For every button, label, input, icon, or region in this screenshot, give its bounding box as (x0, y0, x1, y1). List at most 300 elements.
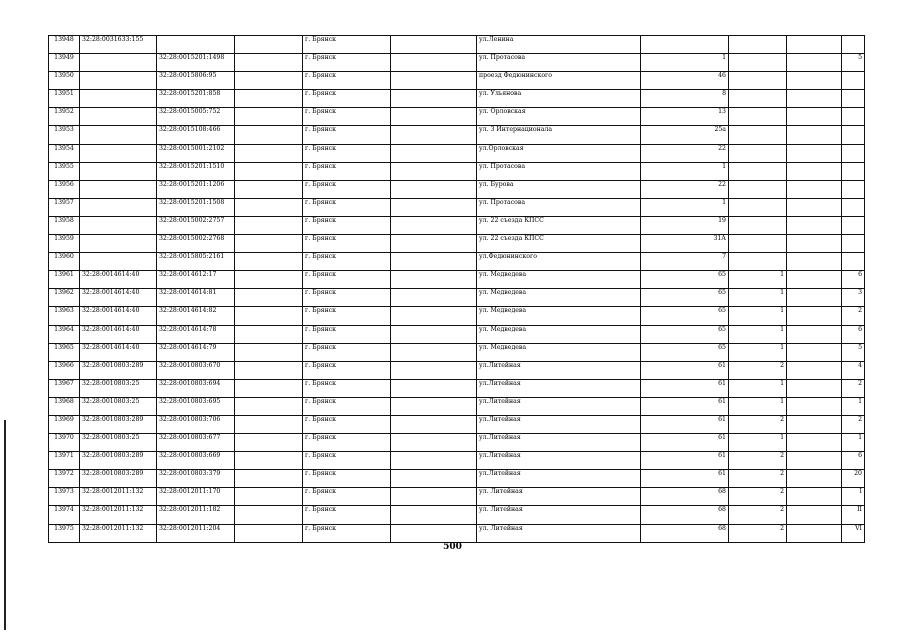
blank-column-cell (235, 271, 303, 289)
row-index-cell: 13965 (49, 343, 80, 361)
house-number-cell: 1 (641, 54, 729, 72)
blank-column-cell (235, 144, 303, 162)
cadastral-number-cell: 32:28:0012011:182 (157, 506, 235, 524)
parent-cadastral-number-cell (80, 144, 157, 162)
blank-column-2-cell (391, 198, 477, 216)
building-number-cell: 2 (729, 488, 787, 506)
city-cell: г. Брянск (303, 488, 391, 506)
blank-column-3-cell (787, 379, 842, 397)
table-row (49, 397, 865, 415)
building-number-cell (729, 72, 787, 90)
street-cell: ул.Литейная (477, 452, 641, 470)
row-index-cell: 13952 (49, 108, 80, 126)
city-cell: г. Брянск (303, 180, 391, 198)
city-cell: г. Брянск (303, 235, 391, 253)
building-number-cell: 1 (729, 397, 787, 415)
table-row (49, 325, 865, 343)
blank-column-cell (235, 126, 303, 144)
blank-column-cell (235, 488, 303, 506)
blank-column-2-cell (391, 524, 477, 542)
house-number-cell: 7 (641, 253, 729, 271)
city-cell: г. Брянск (303, 470, 391, 488)
house-number-cell: 68 (641, 506, 729, 524)
building-number-cell: 2 (729, 415, 787, 433)
house-number-cell: 61 (641, 397, 729, 415)
apartment-number-cell: II (842, 506, 865, 524)
blank-column-cell (235, 325, 303, 343)
building-number-cell: 1 (729, 343, 787, 361)
city-cell: г. Брянск (303, 524, 391, 542)
parent-cadastral-number-cell: 32:28:0010803:289 (80, 361, 157, 379)
blank-column-3-cell (787, 325, 842, 343)
table-row (49, 54, 865, 72)
cadastral-number-cell: 32:28:0015002:2757 (157, 216, 235, 234)
blank-column-3-cell (787, 36, 842, 54)
city-cell: г. Брянск (303, 379, 391, 397)
cadastral-number-cell: 32:28:0015201:1508 (157, 198, 235, 216)
cadastral-number-cell: 32:28:0015201:1206 (157, 180, 235, 198)
street-cell: ул. Протасова (477, 54, 641, 72)
row-index-cell: 13951 (49, 90, 80, 108)
house-number-cell: 61 (641, 361, 729, 379)
street-cell: ул. Медведева (477, 289, 641, 307)
blank-column-cell (235, 36, 303, 54)
house-number-cell: 8 (641, 90, 729, 108)
building-number-cell: 1 (729, 289, 787, 307)
cadastral-number-cell: 32:28:0015201:1510 (157, 162, 235, 180)
apartment-number-cell: 2 (842, 307, 865, 325)
blank-column-2-cell (391, 36, 477, 54)
street-cell: ул. Орловская (477, 108, 641, 126)
row-index-cell: 13950 (49, 72, 80, 90)
parent-cadastral-number-cell: 32:28:0012011:132 (80, 524, 157, 542)
street-cell: ул. Протасова (477, 162, 641, 180)
building-number-cell (729, 235, 787, 253)
table-row (49, 253, 865, 271)
blank-column-3-cell (787, 289, 842, 307)
apartment-number-cell (842, 36, 865, 54)
city-cell: г. Брянск (303, 307, 391, 325)
parent-cadastral-number-cell: 32:28:0010803:25 (80, 397, 157, 415)
blank-column-3-cell (787, 126, 842, 144)
apartment-number-cell (842, 108, 865, 126)
blank-column-2-cell (391, 452, 477, 470)
row-index-cell: 13974 (49, 506, 80, 524)
street-cell: проезд Федюнинского (477, 72, 641, 90)
city-cell: г. Брянск (303, 72, 391, 90)
house-number-cell: 31А (641, 235, 729, 253)
parent-cadastral-number-cell: 32:28:0010803:25 (80, 434, 157, 452)
blank-column-cell (235, 470, 303, 488)
blank-column-2-cell (391, 434, 477, 452)
blank-column-cell (235, 235, 303, 253)
parent-cadastral-number-cell: 32:28:0014614:40 (80, 289, 157, 307)
house-number-cell: 19 (641, 216, 729, 234)
street-cell: ул.Ленина (477, 36, 641, 54)
cadastral-number-cell: 32:28:0014614:78 (157, 325, 235, 343)
street-cell: ул. Литейная (477, 506, 641, 524)
building-number-cell: 2 (729, 524, 787, 542)
cadastral-number-cell: 32:28:0015201:858 (157, 90, 235, 108)
blank-column-cell (235, 108, 303, 126)
apartment-number-cell (842, 72, 865, 90)
row-index-cell: 13959 (49, 235, 80, 253)
row-index-cell: 13960 (49, 253, 80, 271)
table-row (49, 162, 865, 180)
building-number-cell (729, 198, 787, 216)
city-cell: г. Брянск (303, 198, 391, 216)
row-index-cell: 13973 (49, 488, 80, 506)
row-index-cell: 13949 (49, 54, 80, 72)
house-number-cell: 65 (641, 325, 729, 343)
city-cell: г. Брянск (303, 144, 391, 162)
blank-column-3-cell (787, 235, 842, 253)
blank-column-3-cell (787, 397, 842, 415)
parent-cadastral-number-cell: 32:28:0010803:289 (80, 470, 157, 488)
blank-column-cell (235, 361, 303, 379)
row-index-cell: 13966 (49, 361, 80, 379)
cadastral-number-cell: 32:28:0012011:204 (157, 524, 235, 542)
city-cell: г. Брянск (303, 36, 391, 54)
apartment-number-cell (842, 235, 865, 253)
table-row (49, 90, 865, 108)
street-cell: ул.Литейная (477, 379, 641, 397)
building-number-cell: 1 (729, 271, 787, 289)
cadastral-number-cell: 32:28:0014614:82 (157, 307, 235, 325)
blank-column-3-cell (787, 72, 842, 90)
house-number-cell: 46 (641, 72, 729, 90)
blank-column-cell (235, 198, 303, 216)
city-cell: г. Брянск (303, 343, 391, 361)
building-number-cell: 2 (729, 506, 787, 524)
table-row (49, 470, 865, 488)
house-number-cell: 68 (641, 488, 729, 506)
parent-cadastral-number-cell (80, 90, 157, 108)
parent-cadastral-number-cell: 32:28:0014614:40 (80, 307, 157, 325)
parent-cadastral-number-cell: 32:28:0012011:132 (80, 506, 157, 524)
street-cell: ул. Ульянова (477, 90, 641, 108)
blank-column-2-cell (391, 162, 477, 180)
street-cell: ул.Литейная (477, 361, 641, 379)
blank-column-3-cell (787, 434, 842, 452)
building-number-cell: 1 (729, 379, 787, 397)
blank-column-cell (235, 72, 303, 90)
table-row (49, 144, 865, 162)
row-index-cell: 13962 (49, 289, 80, 307)
table-row (49, 108, 865, 126)
building-number-cell: 1 (729, 434, 787, 452)
cadastral-number-cell: 32:28:0014614:81 (157, 289, 235, 307)
table-row (49, 361, 865, 379)
parent-cadastral-number-cell (80, 253, 157, 271)
blank-column-3-cell (787, 198, 842, 216)
blank-column-3-cell (787, 488, 842, 506)
table-row (49, 126, 865, 144)
city-cell: г. Брянск (303, 126, 391, 144)
parent-cadastral-number-cell: 32:28:0010803:25 (80, 379, 157, 397)
street-cell: ул. Медведева (477, 343, 641, 361)
cadastral-number-cell: 32:28:0015002:2768 (157, 235, 235, 253)
city-cell: г. Брянск (303, 108, 391, 126)
blank-column-3-cell (787, 90, 842, 108)
building-number-cell (729, 216, 787, 234)
house-number-cell: 61 (641, 434, 729, 452)
apartment-number-cell: I (842, 488, 865, 506)
cadastral-number-cell: 32:28:0014612:17 (157, 271, 235, 289)
blank-column-cell (235, 307, 303, 325)
street-cell: ул.Литейная (477, 397, 641, 415)
city-cell: г. Брянск (303, 361, 391, 379)
table-row (49, 180, 865, 198)
apartment-number-cell: 1 (842, 434, 865, 452)
table-row (49, 506, 865, 524)
cadastral-number-cell: 32:28:0010803:695 (157, 397, 235, 415)
apartment-number-cell: 6 (842, 325, 865, 343)
street-cell: ул. Медведева (477, 325, 641, 343)
blank-column-3-cell (787, 162, 842, 180)
blank-column-cell (235, 452, 303, 470)
apartment-number-cell (842, 198, 865, 216)
apartment-number-cell: 1 (842, 397, 865, 415)
blank-column-3-cell (787, 216, 842, 234)
blank-column-cell (235, 54, 303, 72)
row-index-cell: 13972 (49, 470, 80, 488)
row-index-cell: 13955 (49, 162, 80, 180)
street-cell: ул. Медведева (477, 271, 641, 289)
city-cell: г. Брянск (303, 506, 391, 524)
parent-cadastral-number-cell (80, 216, 157, 234)
blank-column-3-cell (787, 506, 842, 524)
apartment-number-cell: 20 (842, 470, 865, 488)
row-index-cell: 13958 (49, 216, 80, 234)
blank-column-cell (235, 379, 303, 397)
apartment-number-cell: VI (842, 524, 865, 542)
cadastral-number-cell: 32:28:0015201:1498 (157, 54, 235, 72)
apartment-number-cell: 2 (842, 379, 865, 397)
parent-cadastral-number-cell: 32:28:0014614:40 (80, 271, 157, 289)
cadastral-number-cell: 32:28:0010803:694 (157, 379, 235, 397)
building-number-cell (729, 90, 787, 108)
blank-column-2-cell (391, 343, 477, 361)
building-number-cell (729, 36, 787, 54)
page-number: 500 (443, 542, 462, 552)
blank-column-2-cell (391, 216, 477, 234)
parent-cadastral-number-cell (80, 235, 157, 253)
house-number-cell: 68 (641, 524, 729, 542)
cadastral-number-cell: 32:28:0015805:2161 (157, 253, 235, 271)
blank-column-3-cell (787, 307, 842, 325)
page-edge-mark (4, 420, 6, 630)
street-cell: ул.Литейная (477, 434, 641, 452)
street-cell: ул.Орловская (477, 144, 641, 162)
row-index-cell: 13964 (49, 325, 80, 343)
house-number-cell: 65 (641, 343, 729, 361)
table-row (49, 434, 865, 452)
blank-column-3-cell (787, 524, 842, 542)
parent-cadastral-number-cell (80, 180, 157, 198)
row-index-cell: 13956 (49, 180, 80, 198)
row-index-cell: 13948 (49, 36, 80, 54)
house-number-cell: 61 (641, 379, 729, 397)
blank-column-3-cell (787, 343, 842, 361)
cadastral-number-cell: 32:28:0015005:752 (157, 108, 235, 126)
street-cell: ул. Литейная (477, 524, 641, 542)
table-row (49, 72, 865, 90)
blank-column-2-cell (391, 307, 477, 325)
table-row (49, 488, 865, 506)
cadastral-number-cell: 32:28:0015806:95 (157, 72, 235, 90)
blank-column-2-cell (391, 253, 477, 271)
building-number-cell (729, 162, 787, 180)
blank-column-cell (235, 180, 303, 198)
blank-column-2-cell (391, 180, 477, 198)
blank-column-cell (235, 506, 303, 524)
cadastral-number-cell: 32:28:0015108:466 (157, 126, 235, 144)
building-number-cell (729, 54, 787, 72)
table-row (49, 524, 865, 542)
blank-column-3-cell (787, 253, 842, 271)
blank-column-2-cell (391, 54, 477, 72)
table-row (49, 415, 865, 433)
table-row (49, 36, 865, 54)
parent-cadastral-number-cell (80, 54, 157, 72)
city-cell: г. Брянск (303, 289, 391, 307)
cadastral-number-cell: 32:28:0010803:379 (157, 470, 235, 488)
blank-column-2-cell (391, 72, 477, 90)
city-cell: г. Брянск (303, 216, 391, 234)
parent-cadastral-number-cell: 32:28:0010803:289 (80, 452, 157, 470)
cadastral-number-cell: 32:28:0015001:2102 (157, 144, 235, 162)
blank-column-2-cell (391, 90, 477, 108)
blank-column-cell (235, 397, 303, 415)
house-number-cell: 65 (641, 289, 729, 307)
house-number-cell (641, 36, 729, 54)
apartment-number-cell (842, 253, 865, 271)
street-cell: ул. Бурова (477, 180, 641, 198)
cadastral-number-cell: 32:28:0012011:170 (157, 488, 235, 506)
street-cell: ул. Медведева (477, 307, 641, 325)
building-number-cell: 2 (729, 361, 787, 379)
blank-column-cell (235, 162, 303, 180)
street-cell: ул.Федюнинского (477, 253, 641, 271)
table-row (49, 307, 865, 325)
blank-column-2-cell (391, 397, 477, 415)
table-row (49, 343, 865, 361)
table-row (49, 235, 865, 253)
blank-column-2-cell (391, 325, 477, 343)
cadastral-number-cell (157, 36, 235, 54)
table-row (49, 289, 865, 307)
city-cell: г. Брянск (303, 452, 391, 470)
apartment-number-cell (842, 90, 865, 108)
blank-column-2-cell (391, 271, 477, 289)
house-number-cell: 61 (641, 470, 729, 488)
row-index-cell: 13961 (49, 271, 80, 289)
house-number-cell: 65 (641, 271, 729, 289)
table-row (49, 379, 865, 397)
parent-cadastral-number-cell (80, 162, 157, 180)
parent-cadastral-number-cell (80, 72, 157, 90)
blank-column-2-cell (391, 470, 477, 488)
house-number-cell: 13 (641, 108, 729, 126)
parent-cadastral-number-cell: 32:28:0012011:132 (80, 488, 157, 506)
blank-column-3-cell (787, 108, 842, 126)
cadastral-number-cell: 32:28:0010803:706 (157, 415, 235, 433)
blank-column-2-cell (391, 144, 477, 162)
building-number-cell: 1 (729, 325, 787, 343)
parent-cadastral-number-cell (80, 126, 157, 144)
blank-column-cell (235, 216, 303, 234)
city-cell: г. Брянск (303, 434, 391, 452)
building-number-cell: 2 (729, 452, 787, 470)
cadastral-number-cell: 32:28:0010803:670 (157, 361, 235, 379)
building-number-cell: 2 (729, 470, 787, 488)
apartment-number-cell: 2 (842, 415, 865, 433)
blank-column-3-cell (787, 180, 842, 198)
house-number-cell: 1 (641, 198, 729, 216)
blank-column-2-cell (391, 289, 477, 307)
table-row (49, 216, 865, 234)
table-row (49, 198, 865, 216)
apartment-number-cell (842, 126, 865, 144)
blank-column-3-cell (787, 361, 842, 379)
blank-column-3-cell (787, 144, 842, 162)
city-cell: г. Брянск (303, 271, 391, 289)
city-cell: г. Брянск (303, 325, 391, 343)
building-number-cell (729, 126, 787, 144)
apartment-number-cell: 6 (842, 452, 865, 470)
building-number-cell: 1 (729, 307, 787, 325)
parent-cadastral-number-cell: 32:28:0031633:155 (80, 36, 157, 54)
street-cell: ул.Литейная (477, 415, 641, 433)
apartment-number-cell: 4 (842, 361, 865, 379)
house-number-cell: 25а (641, 126, 729, 144)
house-number-cell: 65 (641, 307, 729, 325)
street-cell: ул. Протасова (477, 198, 641, 216)
registry-table (48, 35, 865, 543)
cadastral-number-cell: 32:28:0010803:669 (157, 452, 235, 470)
building-number-cell (729, 180, 787, 198)
cadastral-number-cell: 32:28:0010803:677 (157, 434, 235, 452)
blank-column-3-cell (787, 54, 842, 72)
apartment-number-cell (842, 216, 865, 234)
blank-column-2-cell (391, 235, 477, 253)
parent-cadastral-number-cell (80, 198, 157, 216)
row-index-cell: 13954 (49, 144, 80, 162)
row-index-cell: 13967 (49, 379, 80, 397)
house-number-cell: 1 (641, 162, 729, 180)
house-number-cell: 22 (641, 180, 729, 198)
blank-column-3-cell (787, 415, 842, 433)
row-index-cell: 13975 (49, 524, 80, 542)
blank-column-3-cell (787, 470, 842, 488)
city-cell: г. Брянск (303, 397, 391, 415)
parent-cadastral-number-cell: 32:28:0014614:40 (80, 343, 157, 361)
city-cell: г. Брянск (303, 90, 391, 108)
blank-column-3-cell (787, 271, 842, 289)
street-cell: ул.Литейная (477, 470, 641, 488)
city-cell: г. Брянск (303, 162, 391, 180)
apartment-number-cell: 5 (842, 343, 865, 361)
building-number-cell (729, 253, 787, 271)
blank-column-cell (235, 90, 303, 108)
house-number-cell: 61 (641, 415, 729, 433)
row-index-cell: 13969 (49, 415, 80, 433)
blank-column-cell (235, 415, 303, 433)
city-cell: г. Брянск (303, 54, 391, 72)
house-number-cell: 61 (641, 452, 729, 470)
street-cell: ул. 22 съезда КПСС (477, 216, 641, 234)
